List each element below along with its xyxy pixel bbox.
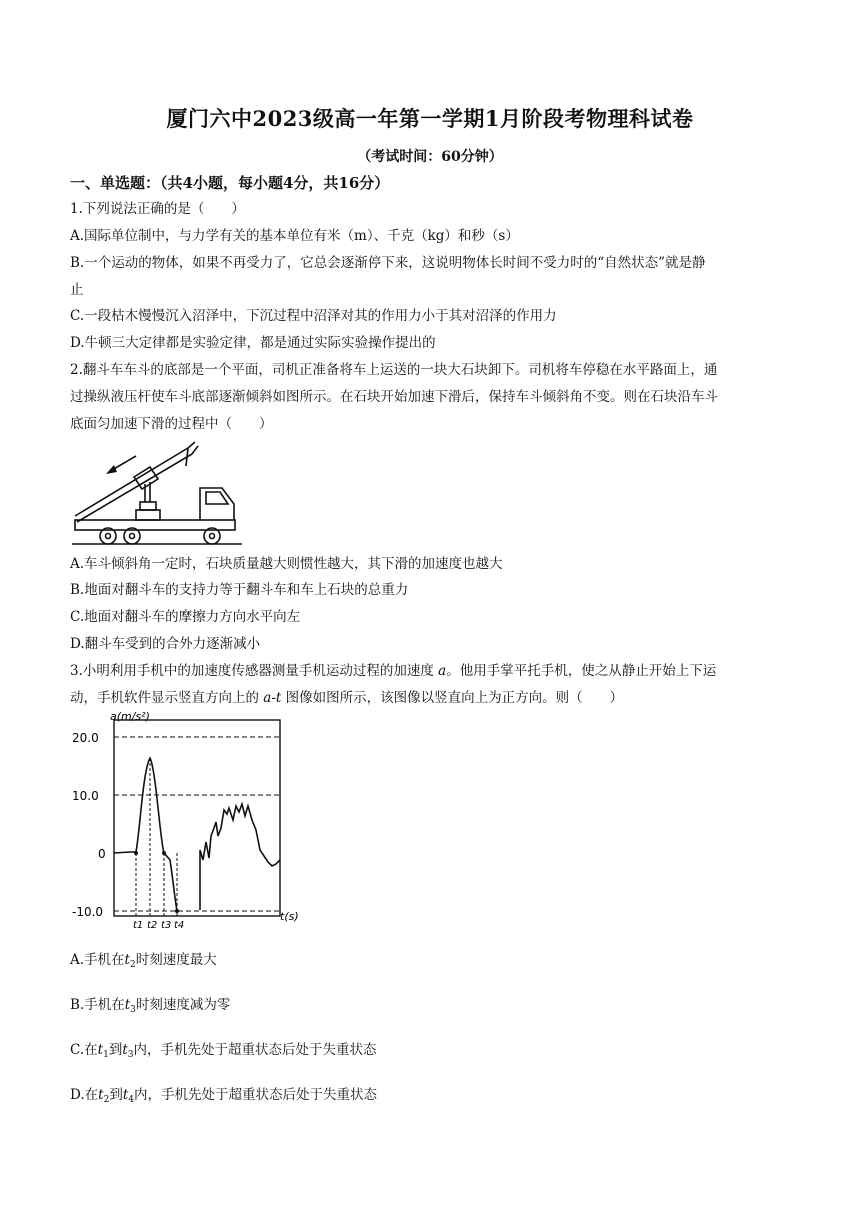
q2-option-b: B.地面对翻斗车的支持力等于翻斗车和车上石块的总重力: [70, 582, 409, 598]
q1-stem: 1.下列说法正确的是（ ）: [70, 201, 245, 217]
section-heading: 一、单选题：（共4小题，每小题4分，共16分）: [70, 174, 390, 192]
q3-d-s1: 2: [103, 1095, 110, 1105]
dot-t3: [162, 851, 166, 855]
x-tick-t3: t3: [161, 920, 172, 930]
acceleration-trace: [114, 758, 280, 911]
q3-option-d: [70, 1085, 800, 1110]
exam-duration: （考试时间：60分钟）: [357, 149, 503, 165]
q1-option-b-cont: 止: [70, 282, 84, 298]
q3-a-pre: A.手机在: [70, 952, 125, 968]
a-t-graph: [70, 710, 310, 930]
q3-option-b: [70, 995, 800, 1020]
q2-option-a: A.车斗倾斜角一定时，石块质量越大则惯性越大，其下滑的加速度也越大: [70, 556, 503, 572]
q3-stem-line2: [70, 688, 800, 708]
q3-b-sub: 3: [130, 1005, 136, 1015]
page-title: 厦门六中2023级高一年第一学期1月阶段考物理科试卷: [166, 106, 694, 131]
q3-b-post: 时刻速度减为零: [135, 997, 231, 1013]
q3-c-s2: 3: [127, 1050, 134, 1060]
q3-stem1-pre: 3.小明利用手机中的加速度传感器测量手机运动过程的加速度: [70, 663, 439, 679]
q3-d-t1: t: [98, 1087, 104, 1103]
q3-a-t: t: [124, 952, 130, 968]
q3-option-c: [70, 1040, 800, 1065]
q3-d-post: 内，手机先处于超重状态后处于失重状态: [133, 1087, 377, 1103]
q3-stem1-var: a: [438, 663, 447, 679]
q1-option-b: B.一个运动的物体，如果不再受力了，它总会逐渐停下来，这说明物体长时间不受力时的“自然状态”就是静: [70, 255, 706, 271]
q2-option-d: D.翻斗车受到的合外力逐渐减小: [70, 636, 261, 652]
dot-t1: [134, 851, 138, 855]
q3-stem2-pre: 动，手机软件显示竖直方向上的: [70, 690, 264, 706]
q1-option-a: A.国际单位制中，与力学有关的基本单位有米（m）、千克（kg）和秒（s）: [70, 228, 519, 244]
q3-c-mid: 到: [108, 1042, 123, 1058]
y-tick-10: 10.0: [72, 789, 99, 803]
q3-c-pre: C.在: [70, 1042, 98, 1058]
q3-c-s1: 1: [103, 1050, 109, 1060]
dump-truck-figure: [70, 440, 245, 550]
y-axis-label: a(m/s²): [110, 710, 150, 723]
graph-frame: [114, 720, 280, 916]
q2-option-c: C.地面对翻斗车的摩擦力方向水平向左: [70, 609, 301, 625]
y-tick-minus10: -10.0: [72, 905, 104, 919]
q1-option-c: C.一段枯木慢慢沉入沼泽中，下沉过程中沼泽对其的作用力小于其对沼泽的作用力: [70, 308, 557, 324]
q3-stem2-var: a-t: [263, 690, 282, 706]
q3-b-pre: B.手机在: [70, 997, 125, 1013]
q3-a-post: 时刻速度最大: [135, 952, 217, 968]
x-tick-t4: t4: [174, 920, 185, 930]
q3-stem-line1: [70, 661, 800, 681]
x-tick-t1: t1: [133, 920, 144, 930]
y-tick-0: 0: [98, 847, 106, 861]
q2-stem-line1: 2.翻斗车车斗的底部是一个平面，司机正准备将车上运送的一块大石块卸下。司机将车停稳在水平路面上，通: [70, 362, 718, 378]
q2-stem-line2: 过操纵液压杆使车斗底部逐渐倾斜如图所示。在石块开始加速下滑后，保持车斗倾斜角不变。则在石块沿车斗: [70, 389, 718, 405]
q3-d-s2: 4: [128, 1095, 134, 1105]
q3-c-t2: t: [122, 1042, 128, 1058]
dot-t4: [175, 909, 179, 913]
x-tick-t2: t2: [147, 920, 158, 930]
q3-b-t: t: [124, 997, 131, 1013]
q3-c-post: 内，手机先处于超重状态后处于失重状态: [133, 1042, 377, 1058]
x-axis-label: t(s): [280, 910, 299, 923]
q3-c-t1: t: [97, 1042, 104, 1058]
q1-option-d: D.牛顿三大定律都是实验定律，都是通过实际实验操作提出的: [70, 335, 436, 351]
q3-d-pre: D.在: [70, 1087, 99, 1103]
q3-stem2-post: 图像如图所示，该图像以竖直向上为正方向。则（ ）: [281, 690, 624, 706]
q3-option-a: [70, 950, 800, 975]
q2-stem-line3: 底面匀加速下滑的过程中（ ）: [70, 416, 273, 432]
q3-a-sub: 2: [129, 960, 136, 970]
q3-stem1-post: 。他用手掌平托手机，使之从静止开始上下运: [446, 663, 717, 679]
q3-d-mid: 到: [109, 1087, 123, 1103]
y-tick-20: 20.0: [72, 731, 99, 745]
q3-d-t2: t: [122, 1087, 129, 1103]
